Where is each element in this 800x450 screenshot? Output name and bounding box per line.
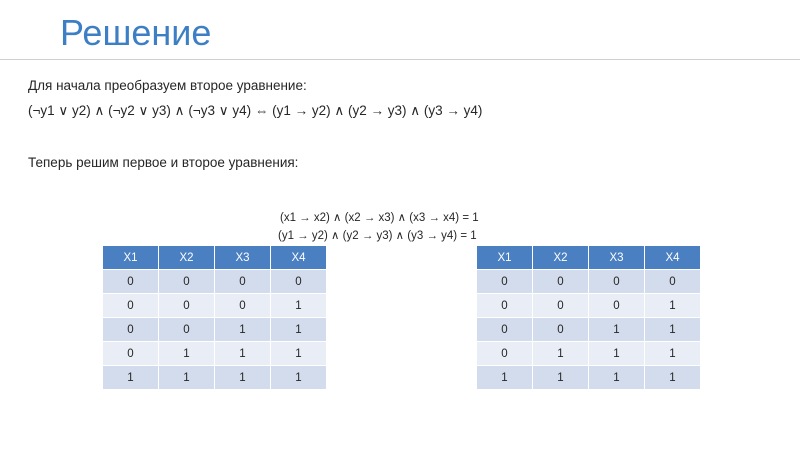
column-header: X2 (159, 246, 215, 270)
table-row (103, 270, 327, 294)
title-divider (0, 59, 800, 60)
column-header: X2 (533, 246, 589, 270)
table-cell: 1 (215, 342, 271, 366)
table-cell: 0 (159, 294, 215, 318)
table-cell: 0 (477, 342, 533, 366)
column-header: X4 (271, 246, 327, 270)
column-header: X1 (477, 246, 533, 270)
slide-title: Решение (60, 12, 212, 53)
table-row (477, 270, 701, 294)
table-cell: 1 (477, 366, 533, 390)
column-header: X3 (215, 246, 271, 270)
table-cell: 1 (589, 366, 645, 390)
table-header-row (103, 246, 327, 270)
column-header: X1 (103, 246, 159, 270)
table-cell: 1 (103, 366, 159, 390)
table-cell: 1 (159, 366, 215, 390)
table-row (103, 318, 327, 342)
table-cell: 0 (215, 270, 271, 294)
table-cell: 0 (533, 318, 589, 342)
table-cell: 1 (159, 342, 215, 366)
table-cell: 0 (589, 294, 645, 318)
table-row (477, 366, 701, 390)
table-cell: 1 (271, 294, 327, 318)
table-cell: 0 (477, 294, 533, 318)
table-cell: 1 (589, 318, 645, 342)
table-row (477, 294, 701, 318)
table-cell: 1 (645, 366, 701, 390)
intro-text: Для начала преобразуем второе уравнение: (28, 78, 307, 93)
table-cell: 1 (645, 342, 701, 366)
table-cell: 1 (645, 318, 701, 342)
table-cell: 0 (645, 270, 701, 294)
equation-x: (x1 → x2) ∧ (x2 → x3) ∧ (x3 → x4) = 1 (280, 212, 479, 224)
table-cell: 0 (159, 270, 215, 294)
transformation-formula: (¬y1 ∨ y2) ∧ (¬y2 ∨ y3) ∧ (¬y3 ∨ y4) ⇔ (y1 → y2) ∧ (y2 → y3) ∧ (y3 → y4) (28, 103, 483, 118)
column-header: X3 (589, 246, 645, 270)
table-cell: 1 (271, 342, 327, 366)
table-cell: 0 (533, 270, 589, 294)
equation-y: (y1 → y2) ∧ (y2 → y3) ∧ (y3 → y4) = 1 (278, 230, 477, 242)
table-cell: 1 (533, 342, 589, 366)
table-cell: 0 (103, 342, 159, 366)
table-cell: 0 (103, 318, 159, 342)
table-row (103, 294, 327, 318)
solve-text: Теперь решим первое и второе уравнения: (28, 155, 299, 170)
table-cell: 1 (215, 366, 271, 390)
table-row (477, 318, 701, 342)
table-row (477, 342, 701, 366)
table-cell: 0 (271, 270, 327, 294)
table-cell: 1 (533, 366, 589, 390)
column-header: X4 (645, 246, 701, 270)
table-cell: 1 (215, 318, 271, 342)
table-row (103, 342, 327, 366)
table-cell: 1 (271, 318, 327, 342)
table-row (103, 366, 327, 390)
truth-table-right (477, 246, 701, 390)
table-cell: 1 (589, 342, 645, 366)
table-cell: 0 (533, 294, 589, 318)
table-cell: 0 (477, 318, 533, 342)
table-cell: 0 (159, 318, 215, 342)
table-cell: 1 (271, 366, 327, 390)
table-cell: 0 (477, 270, 533, 294)
table-cell: 0 (103, 294, 159, 318)
table-cell: 0 (589, 270, 645, 294)
table-header-row (477, 246, 701, 270)
table-cell: 0 (215, 294, 271, 318)
table-cell: 0 (103, 270, 159, 294)
truth-table-left (103, 246, 327, 390)
table-cell: 1 (645, 294, 701, 318)
